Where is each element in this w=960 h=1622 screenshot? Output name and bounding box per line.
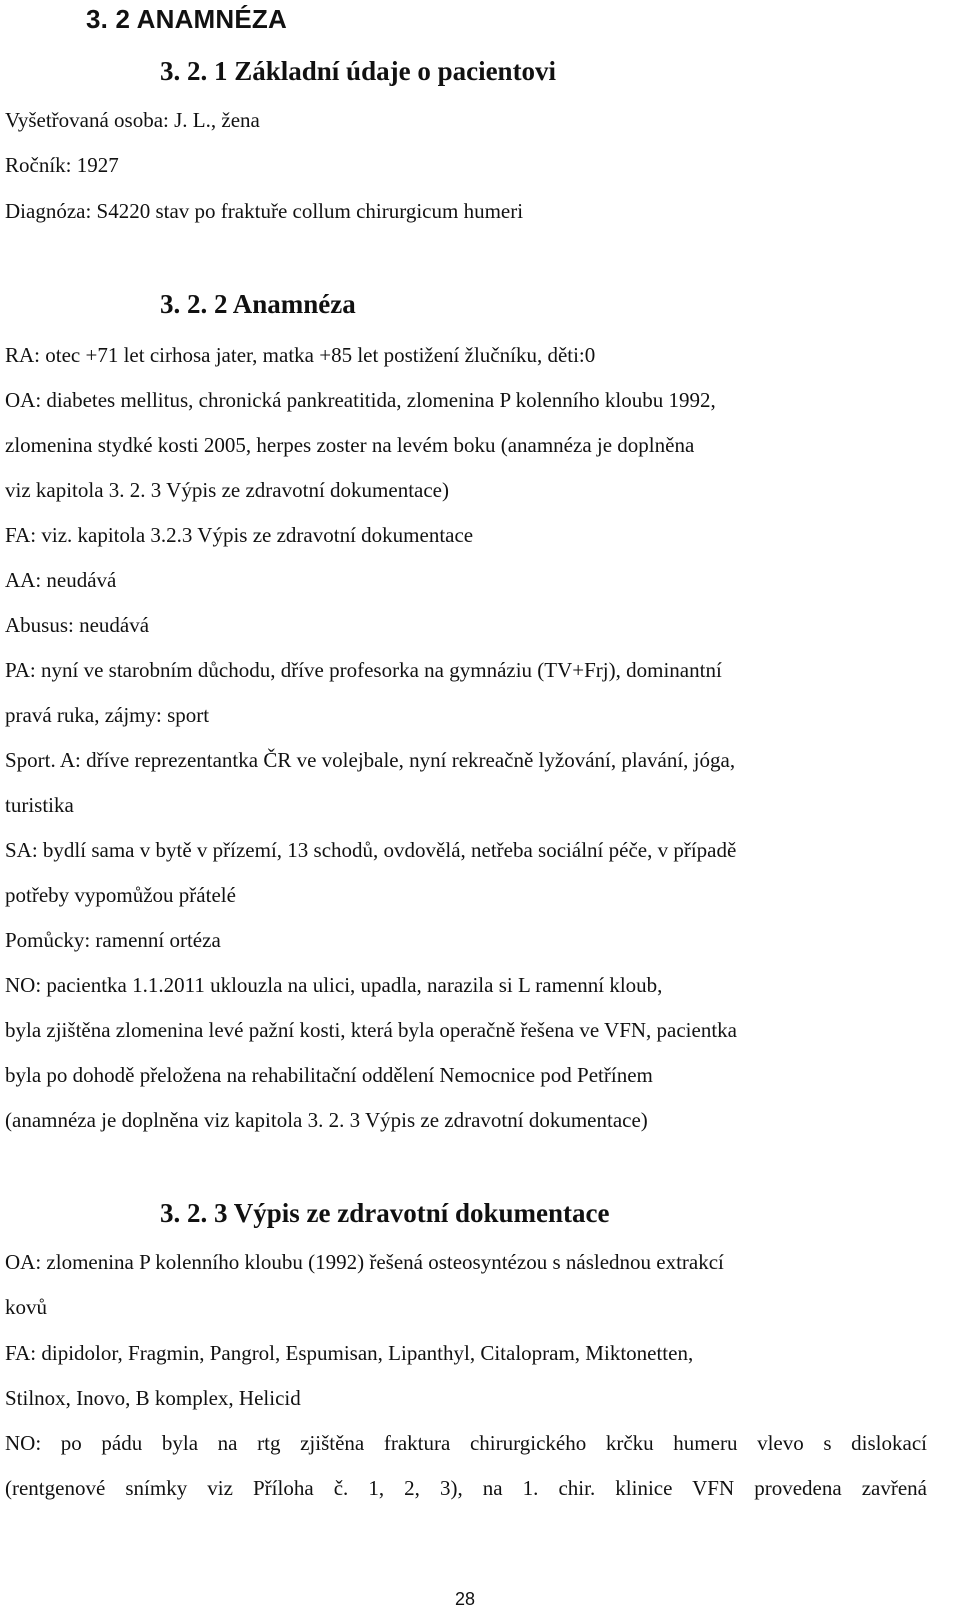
text-line: Pomůcky: ramenní ortéza xyxy=(5,928,221,952)
text-line: zlomenina stydké kosti 2005, herpes zoster na levém boku (anamnéza je doplněna xyxy=(5,433,695,457)
subsection-heading-anamnesis: 3. 2. 2 Anamnéza xyxy=(160,289,356,319)
text-line: NO: pacientka 1.1.2011 uklouzla na ulici, upadla, narazila si L ramenní kloub, xyxy=(5,973,663,997)
text-line: Ročník: 1927 xyxy=(5,153,119,177)
text-line: RA: otec +71 let cirhosa jater, matka +85 let postižení žlučníku, děti:0 xyxy=(5,343,596,367)
text-line: OA: diabetes mellitus, chronická pankreatitida, zlomenina P kolenního kloubu 1992, xyxy=(5,388,716,412)
text-line: Diagnóza: S4220 stav po fraktuře collum chirurgicum humeri xyxy=(5,199,524,223)
text-line: Abusus: neudává xyxy=(5,613,150,637)
text-line: Stilnox, Inovo, B komplex, Helicid xyxy=(5,1386,301,1410)
text-line: FA: dipidolor, Fragmin, Pangrol, Espumisan, Lipanthyl, Citalopram, Miktonetten, xyxy=(5,1341,694,1365)
text-line: AA: neudává xyxy=(5,568,117,592)
subsection-heading-records: 3. 2. 3 Výpis ze zdravotní dokumentace xyxy=(160,1198,610,1228)
text-line: viz kapitola 3. 2. 3 Výpis ze zdravotní dokumentace) xyxy=(5,478,449,502)
text-line: OA: zlomenina P kolenního kloubu (1992) řešená osteosyntézou s následnou extrakcí xyxy=(5,1250,724,1274)
text-line: Vyšetřovaná osoba: J. L., žena xyxy=(5,108,260,132)
text-line: potřeby vypomůžou přátelé xyxy=(5,883,236,907)
text-line: (rentgenové snímky viz Příloha č. 1, 2, 3), na 1. chir. klinice VFN provedena zavřená xyxy=(5,1476,927,1500)
text-line: (anamnéza je doplněna viz kapitola 3. 2. 3 Výpis ze zdravotní dokumentace) xyxy=(5,1108,648,1132)
text-line: PA: nyní ve starobním důchodu, dříve profesorka na gymnáziu (TV+Frj), dominantní xyxy=(5,658,722,682)
text-line: NO: po pádu byla na rtg zjištěna fraktura chirurgického krčku humeru vlevo s dislokací xyxy=(5,1431,927,1455)
page-number: 28 xyxy=(454,1589,476,1609)
text-line: FA: viz. kapitola 3.2.3 Výpis ze zdravotní dokumentace xyxy=(5,523,474,547)
text-line: byla po dohodě přeložena na rehabilitační oddělení Nemocnice pod Petřínem xyxy=(5,1063,653,1087)
text-line: pravá ruka, zájmy: sport xyxy=(5,703,210,727)
text-line: turistika xyxy=(5,793,74,817)
text-line: SA: bydlí sama v bytě v přízemí, 13 schodů, ovdovělá, netřeba sociální péče, v případě xyxy=(5,838,737,862)
section-heading: 3. 2 ANAMNÉZA xyxy=(86,4,287,34)
text-line: Sport. A: dříve reprezentantka ČR ve volejbale, nyní rekreačně lyžování, plavání, jóga, xyxy=(5,748,736,772)
text-line: kovů xyxy=(5,1295,47,1319)
text-line: byla zjištěna zlomenina levé pažní kosti, která byla operačně řešena ve VFN, pacientka xyxy=(5,1018,737,1042)
subsection-heading-basic-info: 3. 2. 1 Základní údaje o pacientovi xyxy=(160,56,557,86)
